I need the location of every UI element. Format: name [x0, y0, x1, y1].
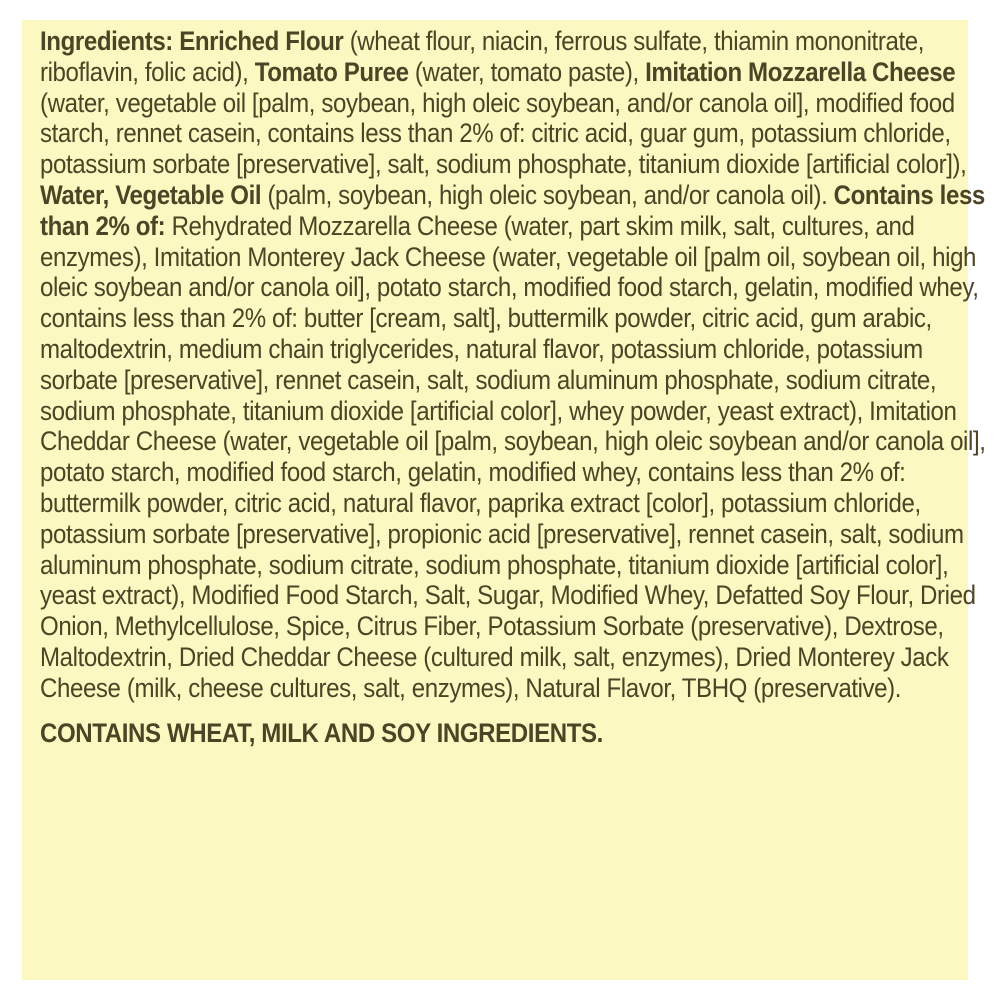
less-than-2-percent-label: Contains less than 2% of:	[40, 178, 985, 241]
minor-ingredients-list: Rehydrated Mozzarella Cheese (water, part skim milk, salt, cultures, and enzymes), Imitation Monterey Jack Cheese (water, vegetable oil [palm oil, soybean oil, high oleic soybean and/or canola oil], potato starch, modified food starch, gelatin, modified whey, contains less than 2% of: butter [cream, salt], buttermilk powder, citric acid, gum arabic, maltodextrin, medium chain triglycerides, natural flavor, potassium chloride, potassium sorbate [preservative], rennet casein, salt, sodium aluminum phosphate, sodium citrate, sodium phosphate, titanium dioxide [artificial color], whey powder, yeast extract), Imitation Cheddar Cheese (water, vegetable oil [palm, soybean, high oleic soybean and/or canola oil], potato starch, modified food starch, gelatin, modified whey, contains less than 2% of: buttermilk powder, citric acid, natural flavor, paprika extract [color], potassium chloride, potassium sorbate [preservative], propionic acid [preservative], rennet casein, salt, sodium aluminum phosphate, sodium citrate, sodium phosphate, titanium dioxide [artificial color], yeast extract), Modified Food Starch, Salt, Sugar, Modified Whey, Defatted Soy Flour, Dried Onion, Methylcellulose, Spice, Citrus Fiber, Potassium Sorbate (preservative), Dextrose, Maltodextrin, Dried Cheddar Cheese (cultured milk, salt, enzymes), Dried Monterey Jack Cheese (milk, cheese cultures, salt, enzymes), Natural Flavor, TBHQ (preservative).	[40, 209, 986, 703]
enriched-flour-detail: (wheat flour, niacin, ferrous sulfate, thiamin mononitrate, riboflavin, folic acid),	[40, 25, 925, 87]
allergen-statement: CONTAINS WHEAT, MILK AND SOY INGREDIENTS.	[40, 716, 603, 748]
vegetable-oil-detail: (palm, soybean, high oleic soybean, and/or canola oil).	[261, 178, 834, 210]
tomato-puree-detail: (water, tomato paste),	[408, 55, 646, 87]
imitation-mozzarella-label: Imitation Mozzarella Cheese	[645, 55, 956, 87]
ingredient-label-panel	[22, 20, 986, 980]
imitation-mozzarella-detail: (water, vegetable oil [palm, soybean, high oleic soybean, and/or canola oil], modified food starch, rennet casein, contains less than 2% of: citric acid, guar gum, potassium chloride, potassium sorbate [preservative], salt, sodium phosphate, titanium dioxide [artificial color]),	[40, 86, 967, 180]
water-vegetable-oil-label: Water, Vegetable Oil	[40, 178, 262, 210]
ingredients-heading: Ingredients: Enriched Flour	[40, 25, 344, 56]
tomato-puree-label: Tomato Puree	[254, 55, 409, 87]
ingredients-paragraph	[40, 26, 996, 704]
